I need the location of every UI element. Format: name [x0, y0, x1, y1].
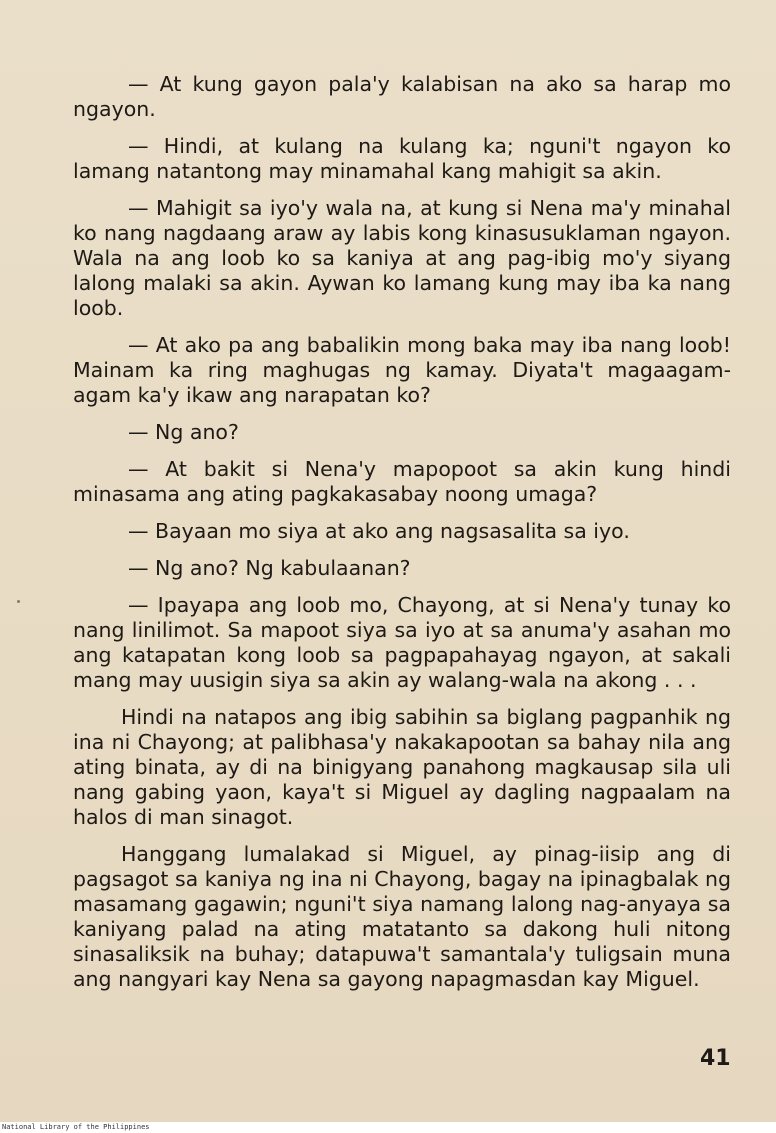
paragraph: Hanggang lumalakad si Miguel, ay pinag-iisip ang di pagsagot sa kaniya ng ina ni Chayong, bagay na ipinagbalak ng masamang gagawin; nguni't siya namang lalong nag-anyaya sa kaniyang palad na ating matatanto sa dakong huli nitong sinasaliksik na buhay; datapuwa't samantala'y tuligsain muna ang nangyari kay Nena sa gayong napagmasdan kay Miguel. [73, 842, 731, 991]
paragraph: — Bayaan mo siya at ako ang nagsasalita sa iyo. [128, 519, 630, 543]
paragraph: — Hindi, at kulang na kulang ka; nguni't ngayon ko lamang natantong may minamahal kang mahigit sa akin. [73, 134, 731, 183]
body-text [73, 72, 731, 1004]
paragraph: — At bakit si Nena'y mapopoot sa akin kung hindi minasama ang ating pagkakasabay noong umaga? [73, 457, 731, 506]
paragraph: Hindi na natapos ang ibig sabihin sa biglang pagpanhik ng ina ni Chayong; at palibhasa'y nakakapootan sa bahay nila ang ating binata, ay di na binigyang panahong magkausap sila uli nang gabing yaon, kaya't si Miguel ay dagling nagpaalam na halos di man sinagot. [73, 705, 731, 829]
paragraph: — Ipayapa ang loob mo, Chayong, at si Nena'y tunay ko nang linilimot. Sa mapoot siya sa iyo at sa anuma'y asahan mo ang katapatan kong loob sa pagpapahayag ngayon, at sakali mang may uusigin siya sa akin ay walang-wala na akong . . . [73, 593, 731, 692]
paragraph: — At ako pa ang babalikin mong baka may iba nang loob! Mainam ka ring maghugas ng kamay. Diyata't magaagam-agam ka'y ikaw ang narapatan ko? [73, 333, 731, 407]
paragraph: — Mahigit sa iyo'y wala na, at kung si Nena ma'y minahal ko nang nagdaang araw ay labis kong kinasusuklaman ngayon. Wala na ang loob ko sa kaniya at ang pag-ibig mo'y siyang lalong malaki sa akin. Aywan ko lamang kung may iba ka nang loob. [73, 196, 731, 320]
paper-speck [17, 600, 20, 603]
library-footer: National Library of the Philippines [0, 1122, 776, 1133]
page-number: 41 [700, 1046, 731, 1071]
paragraph: — Ng ano? Ng kabulaanan? [128, 556, 411, 580]
paragraph: — At kung gayon pala'y kalabisan na ako sa harap mo ngayon. [73, 72, 731, 121]
paragraph: — Ng ano? [128, 420, 239, 444]
